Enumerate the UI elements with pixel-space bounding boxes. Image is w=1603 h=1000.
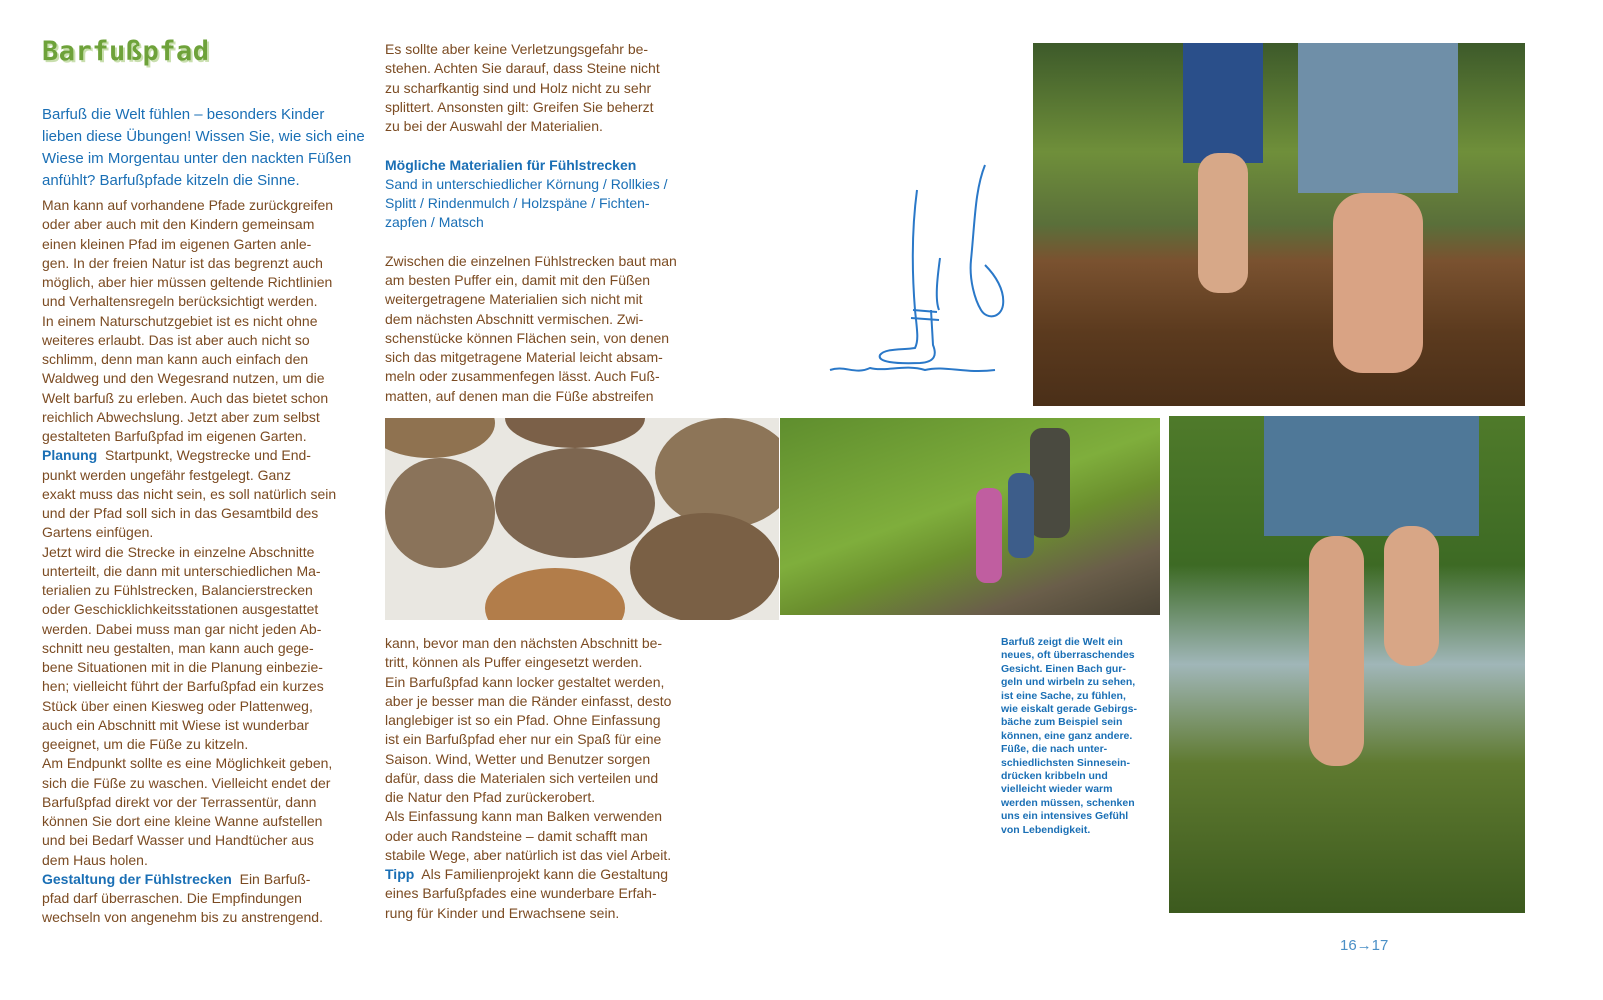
text-line: am besten Puffer ein, damit mit den Füßen	[385, 272, 651, 288]
text-line: stehen. Achten Sie darauf, dass Steine nicht	[385, 60, 660, 77]
text-line: geeignet, um die Füße zu kitzeln.	[42, 736, 249, 752]
text-line: Füße, die nach unter-	[1001, 743, 1108, 756]
intro-text	[42, 104, 372, 192]
text-line: Ein Barfußpfad kann locker gestaltet werden,	[385, 673, 665, 690]
text-line: terialien zu Fühlstrecken, Balancierstrecken	[42, 582, 313, 598]
feet-sketch-illustration	[825, 160, 1010, 382]
text-line: Barfußpfad direkt vor der Terrassentür, dann	[42, 793, 317, 810]
text-line: oder auch Randsteine – damit schafft man	[385, 827, 648, 844]
text-line: Welt barfuß zu erleben. Auch das bietet schon	[42, 389, 329, 406]
text-line: tritt, können als Puffer eingesetzt werden.	[385, 654, 643, 671]
text-line: Man kann auf vorhandene Pfade zurückgreifen	[42, 197, 334, 213]
text-line: pfad darf überraschen. Die Empfindungen	[42, 890, 302, 906]
text-line: hen; vielleicht führt der Barfußpfad ein kurzes	[42, 678, 324, 695]
photo-feet-on-pinecones	[1033, 43, 1525, 406]
text-line: Gartens einfügen.	[42, 524, 154, 541]
text-line: können, eine ganz andere.	[1001, 729, 1133, 742]
text-line: möglich, aber hier müssen geltende Richtlinien	[42, 274, 333, 290]
section-heading: Planung	[42, 447, 98, 464]
text-line: und bei Bedarf Wasser und Handtücher aus	[42, 832, 314, 849]
text-line: rung für Kinder und Erwachsene sein.	[385, 904, 620, 921]
text-line: drücken kribbeln und	[1001, 770, 1108, 783]
text-line: Zwischen die einzelnen Fühlstrecken baut man	[385, 252, 677, 269]
text-line: Splitt / Rindenmulch / Holzspäne / Fichten-	[385, 195, 650, 211]
text-line: bene Situationen mit in die Planung einbezie-	[42, 659, 323, 675]
text-line: In einem Naturschutzgebiet ist es nicht ohne	[42, 312, 318, 329]
text-line: wechseln von angenehm bis zu anstrengend.	[42, 909, 323, 926]
text-line: eines Barfußpfades eine wunderbare Erfah-	[385, 885, 657, 902]
text-line: Stück über einen Kiesweg oder Plattenweg,	[42, 697, 313, 714]
text-run: Startpunkt, Wegstrecke und End-	[97, 447, 311, 464]
text-line: werden müssen, schenken	[1001, 796, 1135, 809]
text-line: zu scharfkantig sind und Holz nicht zu sehr	[385, 79, 652, 96]
text-line: Sand in unterschiedlicher Körnung / Rollkies /	[385, 175, 668, 192]
text-line: Waldweg und den Wegesrand nutzen, um die	[42, 370, 325, 387]
text-line: exakt muss das nicht sein, es soll natürlich sein	[42, 485, 337, 502]
text-line: schnitt neu gestalten, man kann auch gege-	[42, 639, 314, 656]
intro-line: anfühlt? Barfußpfade kitzeln die Sinne.	[42, 172, 300, 189]
text-line: stabile Wege, aber natürlich ist das viel Arbeit.	[385, 846, 672, 863]
left-column-text	[42, 196, 372, 928]
text-line	[385, 233, 715, 252]
text-line: einen kleinen Pfad im eigenen Garten anle-	[42, 235, 312, 252]
text-line: oder Geschicklichkeitsstationen ausgestattet	[42, 601, 319, 618]
text-line: Jetzt wird die Strecke in einzelne Abschnitte	[42, 543, 315, 560]
text-line: schlimm, denn man kann auch einfach den	[42, 351, 309, 367]
photo-wood-slices-pebbles	[385, 418, 779, 620]
text-line: werden. Dabei muss man gar nicht jeden Ab-	[42, 620, 322, 637]
text-line: Barfuß zeigt die Welt ein	[1001, 636, 1123, 648]
text-line: Gesicht. Einen Bach gur-	[1001, 662, 1126, 675]
text-line: neues, oft überraschendes	[1001, 649, 1135, 662]
photo-feet-in-stream	[1169, 416, 1525, 913]
text-line: sich die Füße zu waschen. Vielleicht endet der	[42, 774, 331, 791]
photo-caption	[1001, 636, 1161, 837]
intro-line: Wiese im Morgentau unter den nackten Füßen	[42, 150, 352, 167]
text-line: Es sollte aber keine Verletzungsgefahr be-	[385, 41, 649, 57]
text-line: weiteres erlaubt. Das ist aber auch nicht so	[42, 331, 310, 348]
text-line: dafür, dass die Materialen sich verteilen und	[385, 769, 659, 786]
text-line: Als Einfassung kann man Balken verwenden	[385, 808, 663, 825]
text-line: und Verhaltensregeln berücksichtigt werden.	[42, 293, 318, 310]
text-line: langlebiger ist so ein Pfad. Ohne Einfassung	[385, 712, 661, 728]
text-line: und der Pfad soll sich in das Gesamtbild des	[42, 505, 319, 521]
text-line: bäche zum Beispiel sein	[1001, 716, 1123, 729]
text-line: schiedlichsten Sinnesein-	[1001, 756, 1130, 769]
middle-column-text-bottom	[385, 634, 715, 923]
text-line: vielleicht wieder warm	[1001, 783, 1113, 796]
text-line: uns ein intensives Gefühl	[1001, 810, 1129, 823]
text-line: oder aber auch mit den Kindern gemeinsam	[42, 216, 315, 233]
text-line: die Natur den Pfad zurückerobert.	[385, 789, 596, 805]
text-line: schenstücke können Flächen sein, von denen	[385, 329, 670, 346]
text-line: können Sie dort eine kleine Wanne aufstellen	[42, 813, 323, 829]
text-line	[385, 865, 715, 884]
text-line: reichlich Abwechslung. Jetzt aber zum selbst	[42, 408, 320, 425]
text-run: Als Familienprojekt kann die Gestaltung	[414, 866, 668, 882]
text-run: Ein Barfuß-	[231, 870, 311, 887]
text-line: Saison. Wind, Wetter und Benutzer sorgen	[385, 750, 651, 767]
section-heading: Mögliche Materialien für Fühlstrecken	[385, 156, 637, 173]
middle-column-text-top	[385, 40, 715, 406]
section-heading: Gestaltung der Fühlstrecken	[42, 870, 232, 887]
text-line	[42, 446, 372, 465]
text-line: gen. In der freien Natur ist das begrenzt auch	[42, 254, 323, 271]
section-heading: Tipp	[385, 866, 415, 882]
text-line: dem Haus holen.	[42, 851, 148, 868]
text-line: punkt werden ungefähr festgelegt. Ganz	[42, 466, 292, 483]
text-line: kann, bevor man den nächsten Abschnitt be-	[385, 635, 663, 651]
text-line	[385, 156, 715, 175]
text-line: geln und wirbeln zu sehen,	[1001, 676, 1136, 689]
text-line: sich das mitgetragene Material leicht absam-	[385, 349, 663, 365]
text-line: gestalteten Barfußpfad im eigenen Garten.	[42, 428, 307, 444]
text-line: weitergetragene Materialien sich nicht mit	[385, 291, 643, 308]
text-line: ist ein Barfußpfad eher nur ein Spaß für eine	[385, 731, 662, 748]
text-line: meln oder zusammenfegen lässt. Auch Fuß-	[385, 368, 660, 385]
text-line: splittert. Ansonsten gilt: Greifen Sie beherzt	[385, 98, 654, 115]
intro-line: Barfuß die Welt fühlen – besonders Kinder	[42, 106, 325, 123]
text-line: dem nächsten Abschnitt vermischen. Zwi-	[385, 310, 644, 327]
text-line: unterteilt, die dann mit unterschiedlichen Ma-	[42, 562, 321, 579]
page-title: Barfußpfad	[42, 36, 210, 67]
text-line: von Lebendigkeit.	[1001, 823, 1091, 836]
intro-line: lieben diese Übungen! Wissen Sie, wie sich eine	[42, 128, 365, 145]
text-line: matten, auf denen man die Füße abstreifen	[385, 387, 654, 404]
text-line: auch ein Abschnitt mit Wiese ist wunderbar	[42, 716, 309, 733]
text-line: ist eine Sache, zu fühlen,	[1001, 689, 1126, 702]
text-line: zapfen / Matsch	[385, 214, 484, 231]
text-line	[385, 136, 715, 155]
page-number: 16→17	[1340, 937, 1389, 954]
text-line: Am Endpunkt sollte es eine Möglichkeit geben,	[42, 755, 333, 772]
text-line	[42, 870, 372, 889]
text-line: zu bei der Auswahl der Materialien.	[385, 118, 603, 134]
photo-family-walking-barefoot	[780, 418, 1160, 615]
text-line: aber je besser man die Ränder einfasst, desto	[385, 692, 672, 709]
text-line: wie eiskalt gerade Gebirgs-	[1001, 703, 1137, 716]
